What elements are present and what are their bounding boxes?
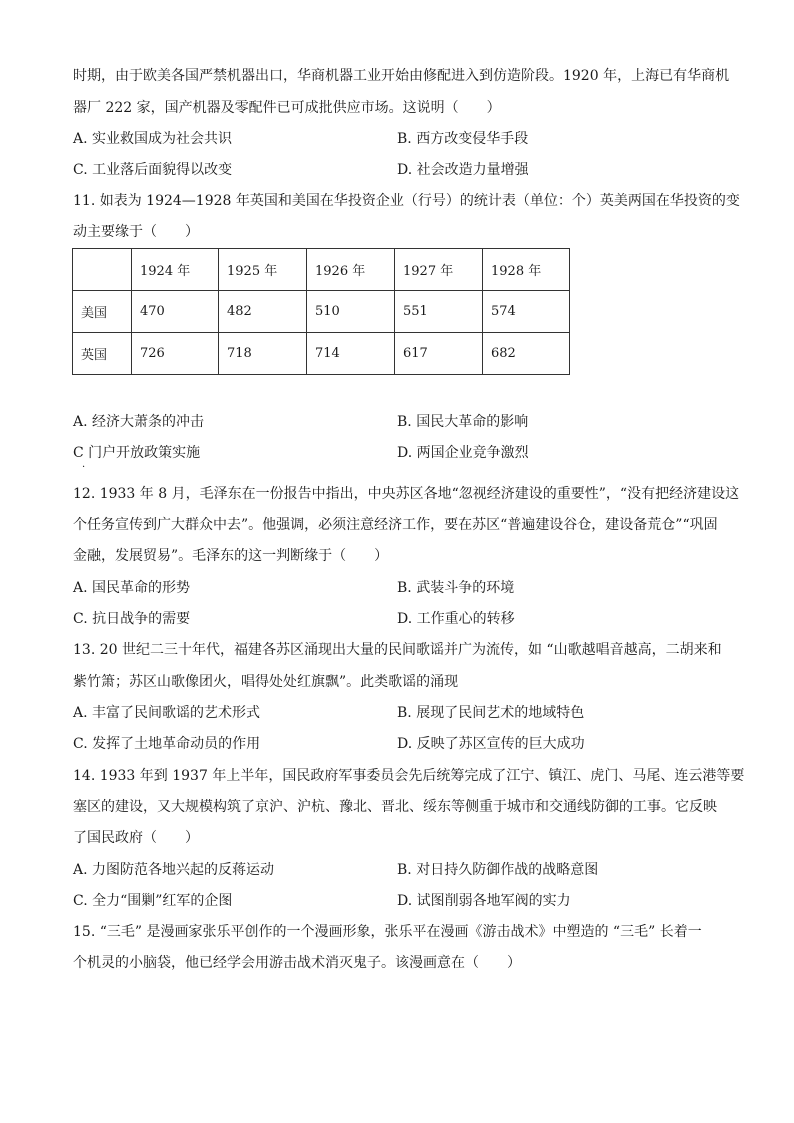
table-row [73, 291, 570, 333]
table-cell: 714 [307, 333, 395, 375]
table-header-cell: 1926 年 [307, 249, 395, 291]
q15-stem-line-2: 个机灵的小脑袋，他已经学会用游击战术消灭鬼子。该漫画意在（ ） [73, 955, 521, 971]
table-header-cell: 1925 年 [219, 249, 307, 291]
table-header-cell [73, 249, 132, 291]
q11-stem-line-1: 11. 如表为 1924—1928 年英国和美国在华投资企业（行号）的统计表（单位：个）英美两国在华投资的变 [73, 193, 740, 209]
table-cell: 617 [395, 333, 483, 375]
q13-option-d: D. 反映了苏区宣传的巨大成功 [397, 736, 585, 752]
table-cell: 726 [132, 333, 219, 375]
q14-stem-line-3: 了国民政府（ ） [73, 830, 199, 846]
table-cell: 482 [219, 291, 307, 333]
table-header-cell: 1928 年 [483, 249, 570, 291]
q12-option-d: D. 工作重心的转移 [397, 611, 515, 627]
q15-stem-line-1: 15. “三毛” 是漫画家张乐平创作的一个漫画形象，张乐平在漫画《游击战术》中塑造的 “三毛” 长着一 [73, 924, 702, 940]
q10-option-c: C. 工业落后面貌得以改变 [73, 162, 233, 178]
q12-stem-line-3: 金融，发展贸易”。毛泽东的这一判断缘于（ ） [73, 548, 389, 564]
table-cell: 510 [307, 291, 395, 333]
stray-dot-mark: · [82, 462, 86, 473]
table-row [73, 333, 570, 375]
q14-option-b: B. 对日持久防御作战的战略意图 [397, 862, 599, 878]
q10-stem-line-1: 时期，由于欧美各国严禁机器出口，华商机器工业开始由修配进入到仿造阶段。1920 年，上海已有华商机 [73, 68, 730, 84]
table-cell: 574 [483, 291, 570, 333]
q11-option-a: A. 经济大萧条的冲击 [73, 414, 205, 430]
q14-option-a: A. 力图防范各地兴起的反蒋运动 [73, 862, 275, 878]
q12-stem-line-1: 12. 1933 年 8 月，毛泽东在一份报告中指出，中央苏区各地“忽视经济建设的重要性”，“没有把经济建设这 [73, 486, 740, 502]
q14-stem-line-1: 14. 1933 年到 1937 年上半年，国民政府军事委员会先后统筹完成了江宁、镇江、虎门、马尾、连云港等要 [73, 768, 745, 784]
q12-option-c: C. 抗日战争的需要 [73, 611, 191, 627]
q13-option-c: C. 发挥了土地革命动员的作用 [73, 736, 261, 752]
q13-option-b: B. 展现了民间艺术的地域特色 [397, 705, 585, 721]
q11-option-c: C 门户开放政策实施 [73, 445, 201, 461]
q10-option-d: D. 社会改造力量增强 [397, 162, 529, 178]
table-header-cell: 1924 年 [132, 249, 219, 291]
table-cell: 美国 [73, 291, 132, 333]
q14-option-d: D. 试图削弱各地军阀的实力 [397, 893, 571, 909]
q13-stem-line-1: 13. 20 世纪二三十年代，福建各苏区涌现出大量的民间歌谣并广为流传，如 “山歌越唱音越高，二胡来和 [73, 642, 722, 658]
table-cell: 682 [483, 333, 570, 375]
table-header-cell: 1927 年 [395, 249, 483, 291]
q14-option-c: C. 全力“围剿”红军的企图 [73, 893, 233, 909]
q11-stem-line-2: 动主要缘于（ ） [73, 224, 199, 240]
q11-option-d: D. 两国企业竞争激烈 [397, 445, 529, 461]
q10-stem-line-2: 器厂 222 家，国产机器及零配件已可成批供应市场。这说明（ ） [73, 100, 501, 116]
q14-stem-line-2: 塞区的建设，又大规模构筑了京沪、沪杭、豫北、晋北、绥东等侧重于城市和交通线防御的工事。它反映 [73, 799, 717, 815]
q10-option-b: B. 西方改变侵华手段 [397, 131, 529, 147]
table-cell: 551 [395, 291, 483, 333]
q12-stem-line-2: 个任务宣传到广大群众中去”。他强调，必须注意经济工作，要在苏区“普遍建设谷仓，建设备荒仓”“巩固 [73, 517, 718, 533]
q12-option-a: A. 国民革命的形势 [73, 580, 191, 596]
table-cell: 470 [132, 291, 219, 333]
q13-stem-line-2: 紫竹箫；苏区山歌像团火，唱得处处红旗飘”。此类歌谣的涌现 [73, 674, 459, 690]
q10-option-a: A. 实业救国成为社会共识 [73, 131, 233, 147]
table-cell: 718 [219, 333, 307, 375]
table-header-row [73, 249, 570, 291]
q12-option-b: B. 武装斗争的环境 [397, 580, 515, 596]
table-cell: 英国 [73, 333, 132, 375]
q11-option-b: B. 国民大革命的影响 [397, 414, 529, 430]
q13-option-a: A. 丰富了民间歌谣的艺术形式 [73, 705, 261, 721]
investment-table [72, 248, 570, 375]
